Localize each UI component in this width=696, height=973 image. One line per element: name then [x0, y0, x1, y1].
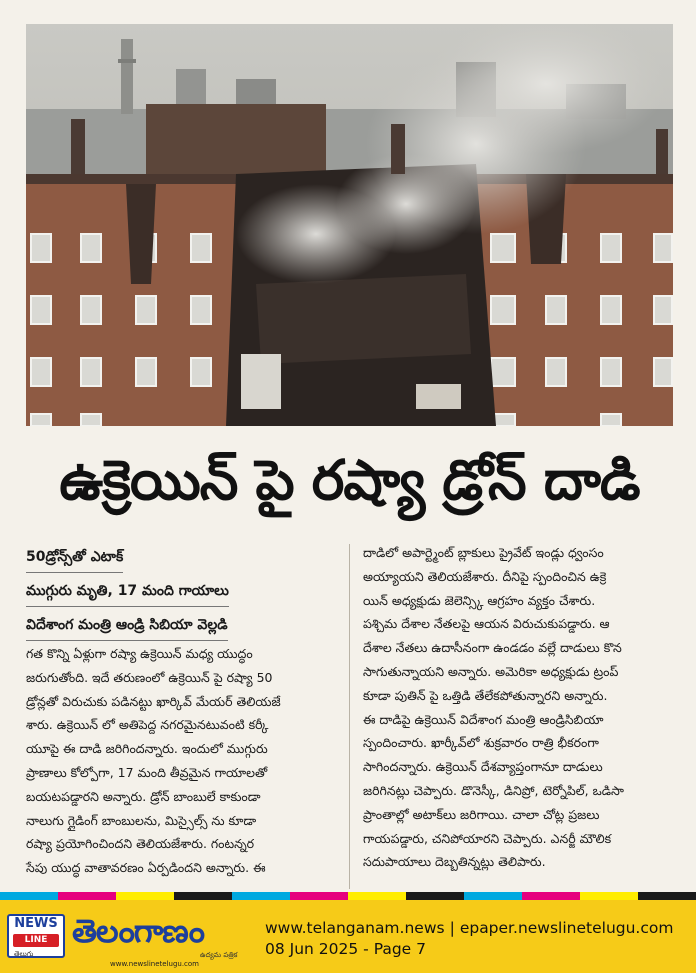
body-line: బయటపడ్డారని అన్నారు. డ్రోన్ బాంబులే కాకుండా	[26, 788, 261, 804]
body-line: సేపు యుద్ధ వాతావరణం ఏర్పడిందని అన్నారు. ఈ	[26, 860, 266, 876]
article-column-left	[26, 642, 336, 880]
body-line: నాలుగు గ్లైడింగ్ బాంబులను, మిస్సైల్స్ ను కూడా	[26, 812, 257, 828]
print-color-strip	[0, 892, 696, 900]
subhead: విదేశాంగ మంత్రి ఆండ్రి సిబియా వెల్లడి	[26, 612, 228, 641]
body-line: యిన్ అధ్యక్షుడు జెలెన్స్కి ఆగ్రహం వ్యక్తం చేశారు.	[363, 592, 596, 608]
date-page: 08 Jun 2025 - Page 7	[265, 940, 427, 958]
body-line: పశ్చిమ దేశాల నేతలపై ఆయన విరుచుకుపడ్డారు. ఆ	[363, 616, 610, 632]
color-swatch	[580, 892, 638, 900]
news-photo	[26, 24, 673, 426]
body-line: ప్రాంతాల్లో అటాక్‌లు జరిగాయి. చాలా చోట్ల ప్రజలు	[363, 806, 600, 822]
logo-line-text: LINE	[13, 934, 59, 947]
color-swatch	[58, 892, 116, 900]
body-line: సదుపాయాలు దెబ్బతిన్నట్లు తెలిపారు.	[363, 854, 546, 870]
body-line: డ్రోన్లతో విరుచుకు పడినట్టు ఖార్కివ్ మేయర్ తెలియజే	[26, 693, 281, 709]
brand-name[interactable]: తెలంగాణం	[72, 912, 204, 950]
subhead: 50డ్రోన్స్‌తో ఎటాక్	[26, 544, 123, 573]
body-line: ఈ దాడిపై ఉక్రెయిన్ విదేశాంగ మంత్రి ఆండ్రిసిబియా	[363, 711, 604, 727]
subheads	[26, 544, 344, 646]
epaper-link[interactable]: epaper.newslinetelugu.com	[459, 919, 674, 937]
footer-info	[265, 918, 673, 960]
color-swatch	[290, 892, 348, 900]
color-swatch	[348, 892, 406, 900]
color-swatch	[116, 892, 174, 900]
logo-telugu-text: తెలుగు	[14, 950, 34, 958]
brand-url[interactable]: www.newslinetelugu.com	[110, 960, 199, 968]
headline-block	[26, 432, 673, 542]
headline: ఉక్రెయిన్ పై రష్యా డ్రోన్ దాడి	[59, 448, 640, 512]
color-swatch	[0, 892, 58, 900]
body-line: సాగిందన్నారు. ఉక్రెయిన్ దేశవ్యాప్తంగానూ దాడులు	[363, 759, 603, 775]
body-line: స్పందించారు. ఖార్కీవ్‌లో శుక్రవారం రాత్రి భీకరంగా	[363, 735, 599, 751]
body-line: గాయపడ్డారు, చనిపోయారని చెప్పారు. ఎనర్జీ మౌలిక	[363, 830, 612, 846]
color-swatch	[406, 892, 464, 900]
body-line: జరిగినట్లు చెప్పారు. డొనెస్కీ, డినిప్రో, టెర్నోపిల్, ఒడిసా	[363, 782, 624, 798]
color-swatch	[638, 892, 696, 900]
color-swatch	[174, 892, 232, 900]
color-swatch	[522, 892, 580, 900]
article-column-right	[363, 541, 673, 874]
body-line: శారు. ఉక్రెయిన్ లో అతిపెద్ద నగరమైనటువంటి కర్కీ	[26, 717, 269, 733]
body-line: అయ్యాయని తెలియజేశారు. దీనిపై స్పందించిన ఉక్రె	[363, 568, 607, 584]
color-swatch	[232, 892, 290, 900]
body-line: సాగుతున్నాయని అన్నారు. అమెరికా అధ్యక్షుడు ట్రంప్	[363, 663, 619, 679]
logo-news-text: NEWS	[14, 916, 58, 931]
brand-tagline: ఉద్యమ పత్రిక	[200, 951, 238, 959]
body-line: రష్యా ప్రయోగించిందని తెలియజేశారు. గంటన్నర	[26, 836, 255, 852]
site-link[interactable]: www.telanganam.news	[265, 919, 445, 937]
color-swatch	[464, 892, 522, 900]
body-line: కూడా పుతిన్ పై ఒత్తిడి తేలేకపోతున్నారని అన్నారు.	[363, 687, 608, 703]
column-divider	[349, 544, 350, 889]
body-line: దేశాల నేతలు ఉదాసీనంగా ఉండడం వల్లే దాడులు కొన	[363, 640, 622, 656]
building-fire-photo	[26, 24, 673, 426]
body-line: జరుగుతోంది. ఇదే తరుణంలో ఉక్రెయిన్ పై రష్యా 50	[26, 669, 273, 685]
body-line: ప్రాణాలు కోల్పోగా, 17 మంది తీవ్రమైన గాయాలతో	[26, 764, 268, 780]
body-line: యూపై ఈ దాడి జరిగిందన్నారు. ఇందులో ముగ్గురు	[26, 741, 268, 757]
body-line: గత కొన్ని ఏళ్లుగా రష్యా ఉక్రెయిన్ మధ్య యుద్ధం	[26, 646, 253, 661]
subhead: ముగ్గురు మృతి, 17 మంది గాయాలు	[26, 578, 229, 607]
separator: |	[449, 919, 455, 937]
body-line: దాడిలో అపార్ట్మెంట్ బ్లాకులు ప్రైవేట్ ఇండ్లు ధ్వంసం	[363, 545, 604, 560]
